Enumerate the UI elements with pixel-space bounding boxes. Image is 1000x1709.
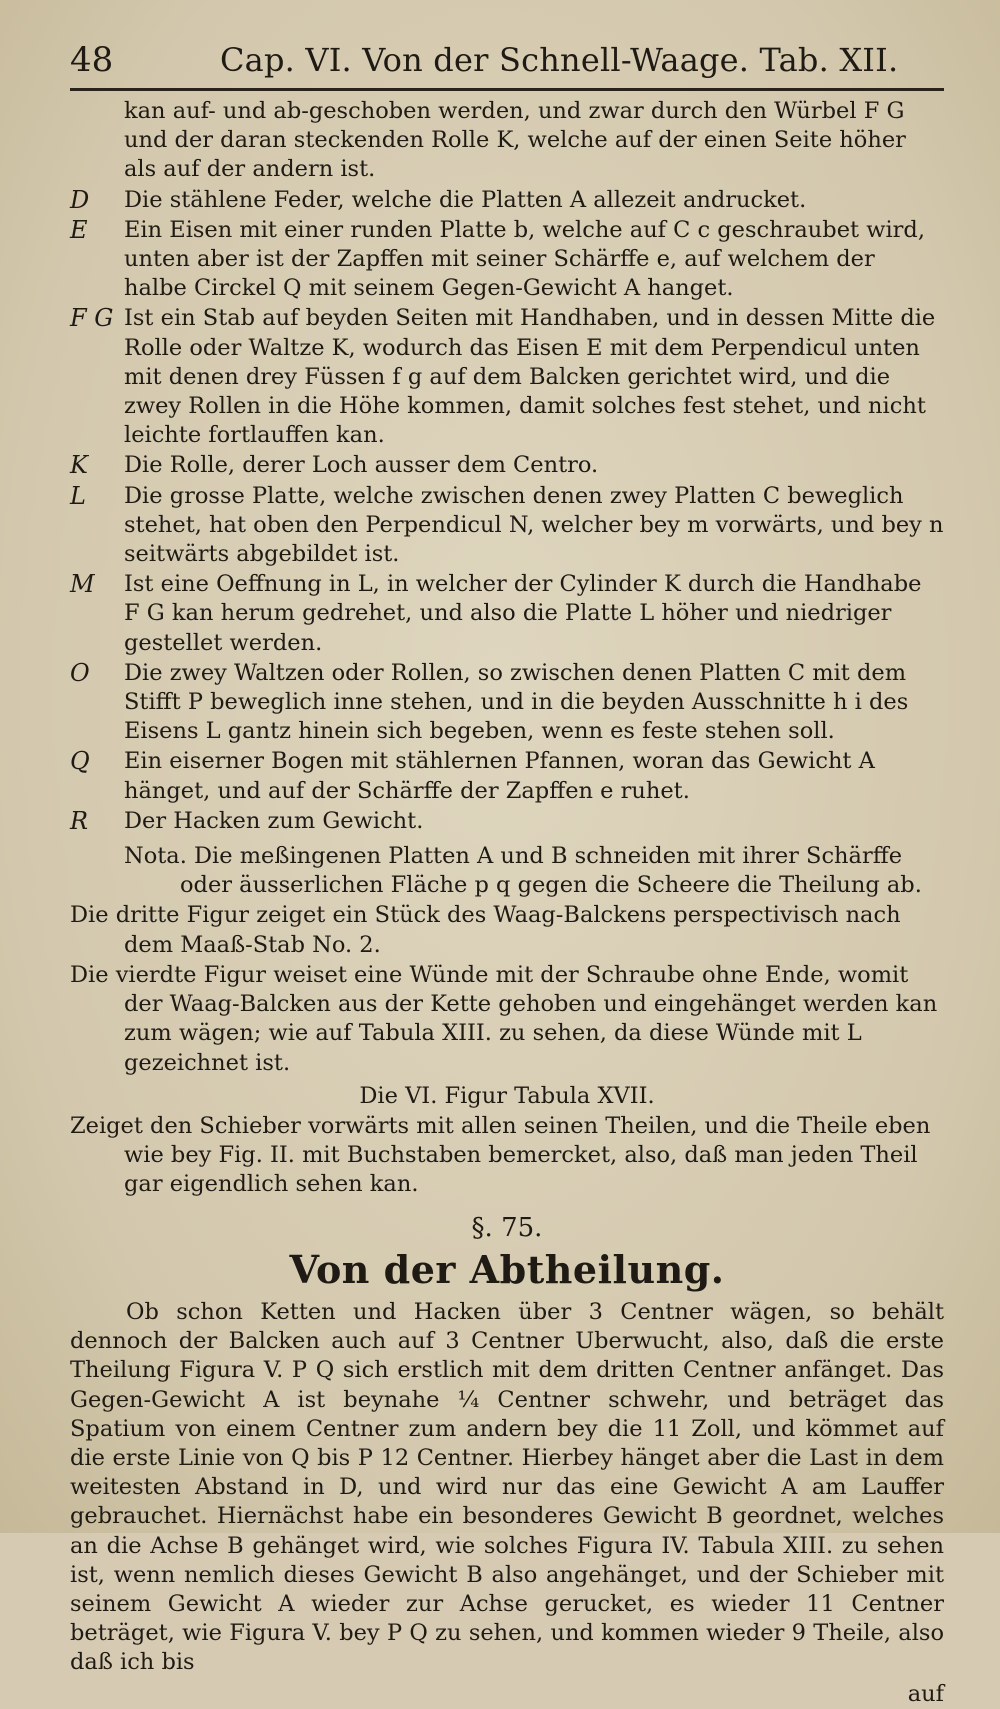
running-head: Cap. VI. Von der Schnell-Waage. Tab. XII. <box>220 41 899 79</box>
continuation-text: kan auf- und ab-geschoben werden, und zwar durch den Würbel F G und der daran steckenden Rolle K, welche auf der einen Seite höher als auf der andern ist. <box>124 98 906 183</box>
legend-text: Die zwey Waltzen oder Rollen, so zwischen denen Platten C mit dem Stifft P beweglich inne stehen, und in die beyden Ausschnitte h i des Eisens L gantz hinein sich begeben, wenn es feste stehen soll. <box>124 659 909 745</box>
legend-letter: E <box>70 215 88 244</box>
legend-entry-fg <box>70 304 944 450</box>
legend-letter: O <box>70 658 90 687</box>
legend-entry-q <box>70 747 944 805</box>
legend-entry-d <box>70 186 944 215</box>
legend-letter: F G <box>70 304 114 333</box>
catchword: auf <box>907 1680 944 1707</box>
section-number: §. 75. <box>471 1212 543 1243</box>
legend-text: Ist ein Stab auf beyden Seiten mit Handhaben, und in dessen Mitte die Rolle oder Waltze K, wodurch das Eisen E mit dem Perpendicul unten mit denen drey Füssen f g auf dem Balcken gerichtet wird, und die zwey Rollen in die Höhe kommen, damit solches fest stehet, und nicht leichte fortlauffen kan. <box>124 305 936 449</box>
legend-letter: R <box>70 806 89 835</box>
figure-heading: Die VI. Figur Tabula XVII. <box>359 1082 655 1109</box>
legend-text: Ist eine Oeffnung in L, in welcher der Cylinder K durch die Handhabe F G kan herum gedrehet, und also die Platte L höher und niedriger gestellet werden. <box>124 571 922 656</box>
legend-letter: D <box>70 185 90 214</box>
legend-letter: M <box>70 570 95 599</box>
nota-paragraph: Nota. Die meßingenen Platten A und B schneiden mit ihrer Schärffe oder äusserlichen Fläche p q gegen die Scheere die Theilung ab. <box>124 843 922 899</box>
page-number: 48 <box>70 40 114 80</box>
page-header <box>70 40 944 91</box>
legend-entry-m <box>70 570 944 658</box>
page-content <box>70 97 944 1709</box>
legend-entry-o <box>70 659 944 747</box>
figure-description: Zeiget den Schieber vorwärts mit allen seinen Theilen, und die Theile eben wie bey Fig. II. mit Buchstaben bemercket, also, daß man jeden Theil gar eigendlich sehen kan. <box>70 1112 931 1198</box>
legend-letter: L <box>70 481 86 510</box>
section-title: Von der Abtheilung. <box>289 1246 725 1292</box>
legend-entry-l <box>70 482 944 570</box>
legend-text: Die grosse Platte, welche zwischen denen zwey Platten C beweglich stehet, hat oben den Perpendicul N, welcher bey m vorwärts, und bey n seitwärts abgebildet ist. <box>124 482 944 568</box>
figure-paragraph-3: Die dritte Figur zeiget ein Stück des Waag-Balckens perspectivisch nach dem Maaß-Stab No. 2. <box>70 902 901 958</box>
legend-text: Ein eiserner Bogen mit stählernen Pfannen, woran das Gewicht A hänget, und auf der Schärffe der Zapffen e ruhet. <box>124 748 875 804</box>
continuation-entry <box>70 97 944 185</box>
legend-text: Ein Eisen mit einer runden Platte b, welche auf C c geschraubet wird, unten aber ist der Zapffen mit seiner Schärffe e, auf welchem der halbe Circkel Q mit seinem Gegen-Gewicht A hanget. <box>124 216 925 302</box>
legend-letter: Q <box>70 747 90 776</box>
legend-text: Die Rolle, derer Loch ausser dem Centro. <box>124 452 599 479</box>
legend-entry-r <box>70 807 944 836</box>
legend-letter: K <box>70 451 88 480</box>
legend-entry-k <box>70 451 944 480</box>
legend-text: Der Hacken zum Gewicht. <box>124 807 424 834</box>
figure-paragraph-4: Die vierdte Figur weiset eine Wünde mit der Schraube ohne Ende, womit der Waag-Balcken aus der Kette gehoben und eingehänget werden kan zum wägen; wie auf Tabula XIII. zu sehen, da diese Wünde mit L gezeichnet ist. <box>70 961 938 1076</box>
body-paragraph: Ob schon Ketten und Hacken über 3 Centner wägen, so behält dennoch der Balcken auch auf 3 Centner Uberwucht, also, daß die erste Theilung Figura V. P Q sich erstlich mit dem dritten Centner anfänget. Das Gegen-Gewicht A ist beynahe ¼ Centner schwehr, und beträget das Spatium von einem Centner zum andern bey die 11 Zoll, und kömmet auf die erste Linie von Q bis P 12 Centner. Hierbey hänget aber die Last in dem weitesten Abstand in D, und wird nur das eine Gewicht A am Lauffer gebrauchet. Hiernächst habe ein besonderes Gewicht B geordnet, welches an die Achse B gehänget wird, wie solches Figura IV. Tabula XIII. zu sehen ist, wenn nemlich dieses Gewicht B also angehänget, und der Schieber mit seinem Gewicht A wieder zur Achse gerucket, es wieder 11 Centner beträget, wie Figura V. bey P Q zu sehen, und kommen wieder 9 Theile, also daß ich bis <box>70 1298 944 1676</box>
legend-entry-e <box>70 216 944 304</box>
legend-text: Die stählene Feder, welche die Platten A allezeit andrucket. <box>124 186 807 213</box>
